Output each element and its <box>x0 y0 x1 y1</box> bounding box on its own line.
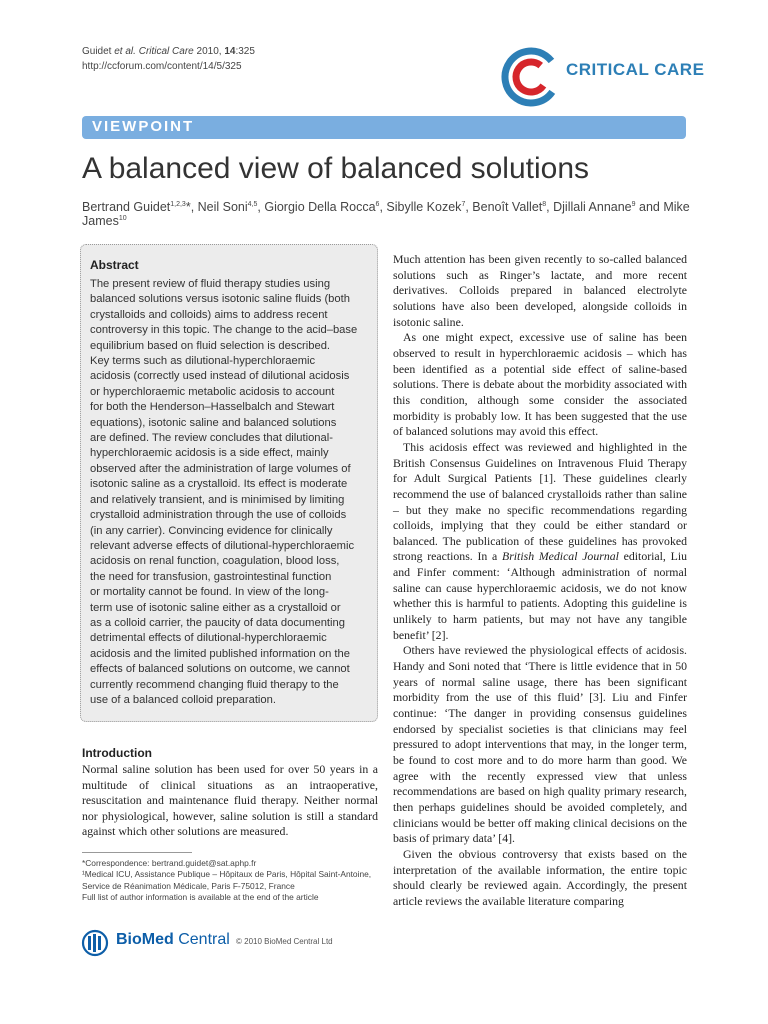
abstract-line: crystalloid administration through the use of colloids <box>90 509 347 522</box>
body-right-column <box>393 252 687 910</box>
abstract-line: detrimental effects of dilutional-hyperchloraemic <box>90 632 327 645</box>
author: Neil Soni$^{4,5}$, <box>197 200 265 214</box>
section-bar <box>82 116 686 139</box>
article-title: A balanced view of balanced solutions <box>82 152 590 185</box>
copyright-text: © 2010 BioMed Central Ltd <box>236 937 333 946</box>
paragraph: Others have reviewed the physiological effects of acidosis. Handy and Soni noted that ‘There is little evidence that in 50 years of normal saline usage, there has been significant morbidity from the use of this fluid’ [3]. Liu and Finfer continue: ‘The danger in providing consensus guidelines endorsed by specialist societies is that clinicians may feel pressured to adopt interventions that may, in the longer term, be found to cost more and to do more harm than good. We agree with the recently expressed view that unless recommendations are based on high quality primary research, then perhaps guidelines should be avoided completely, and clinicians would be better off making clinical decisions on the basis of primary data’ [4]. <box>393 643 687 846</box>
abstract-line: term use of isotonic saline either as a crystalloid or <box>90 601 341 614</box>
citation-header <box>82 44 255 74</box>
article-url[interactable]: http://ccforum.com/content/14/5/325 <box>82 61 242 72</box>
abstract-line: relevant adverse effects of dilutional-hyperchloraemic <box>90 539 355 552</box>
abstract-line: effects of balanced solutions on outcome, we cannot <box>90 663 350 676</box>
introduction-heading: Introduction <box>82 746 152 760</box>
abstract-text <box>90 277 372 708</box>
author: Bertrand Guidet$^{1,2,3}$*, <box>82 200 198 214</box>
abstract-line: observed after the administration of large volumes of <box>90 462 351 475</box>
biomed-central-logo-icon <box>80 928 114 958</box>
abstract-line: balanced solutions versus isotonic saline fluids (both <box>90 293 350 306</box>
paragraph: Given the obvious controversy that exists based on the interpretation of the available information, the entire topic should clearly be reviewed again. Accordingly, the present article reviews the available literature comparing <box>393 846 687 908</box>
footnotes <box>82 858 372 904</box>
abstract-line: equilibrium based on fluid selection is described. <box>90 339 331 352</box>
abstract-line: or hyperchloraemic metabolic acidosis to account <box>90 385 335 398</box>
paragraph: Much attention has been given recently to so-called balanced solutions such as Ringer’s lactate, and more recent derivatives. Colloids prepared in balanced electrolyte solutions have also been developed, alongside colloids in isotonic saline. <box>393 252 687 329</box>
introduction-text: Normal saline solution has been used for over 50 years in a multitude of clinical situations as an intraoperative, resuscitation and maintenance fluid therapy. Neither normal nor physiological, however, saline solution is still a standard against which other solutions are measured. <box>82 762 378 839</box>
abstract-line: currently recommend changing fluid therapy to the <box>90 678 339 691</box>
paragraph: This acidosis effect was reviewed and highlighted in the British Consensus Guidelines on Intravenous Fluid Therapy for Adult Surgical Patients [1]. These guidelines clearly recommend the use of balanced crystalloids rather than saline – but they make no specific recommendations regarding colloids, implying that they could be either standard or balanced. The publication of these guidelines has provoked strong reactions. In a British Medical Journal editorial, Liu and Finfer comment: ‘Although administration of normal saline can cause hyperchloraemic acidosis, we do not know whether this is harmful to patients. Adopting this guideline is unlikely to harm patients, but may not have any tangible benefit’ [2]. <box>393 439 687 642</box>
abstract-line: The present review of fluid therapy studies using <box>90 278 331 290</box>
author-info-note: Full list of author information is available at the end of the article <box>82 892 319 903</box>
abstract-line: use of a balanced colloid preparation. <box>90 693 276 706</box>
abstract-line: isotonic saline as a crystalloid. Its effect is moderate <box>90 478 348 491</box>
abstract-line: hyperchloraemic acidosis is a side effect, mainly <box>90 447 329 460</box>
author: Giorgio Della Rocca$^6$, <box>264 200 387 214</box>
abstract-line: the need for transfusion, gastrointestinal function <box>90 570 332 583</box>
correspondence-note: *Correspondence: bertrand.guidet@sat.aphp.fr <box>82 858 257 868</box>
abstract-line: acidosis (correctly used instead of dilutional acidosis <box>90 370 350 383</box>
publisher-name: BioMed Central <box>116 931 230 948</box>
journal-logo-text: CRITICAL CARE <box>566 60 705 79</box>
author: Sibylle Kozek$^7$, <box>386 200 473 214</box>
footnote-divider <box>82 852 192 853</box>
abstract-line: or mortality cannot be found. In view of the long- <box>90 586 329 599</box>
author: Mike James$^{10}$ <box>82 200 690 228</box>
citation-line: Guidet et al. Critical Care 2010, 14:325 <box>82 46 255 57</box>
author: Benoît Vallet$^8$, <box>472 200 554 214</box>
abstract-line: (in any carrier). Convincing evidence for clinically <box>90 524 333 537</box>
abstract-line: for both the Henderson–Hasselbalch and Stewart <box>90 401 335 414</box>
abstract-line: are defined. The review concludes that dilutional- <box>90 432 333 445</box>
author-list <box>82 200 692 228</box>
abstract-line: crystalloids and colloids) aims to address recent <box>90 308 328 321</box>
paragraph: As one might expect, excessive use of saline has been observed to result in hyperchloraemic acidosis – which has been identified as a potential side effect of saline-based solutions. There is debate about the morbidity associated with this condition, although some consider the associated morbidity is probably low. It has been suggested that the use of balanced solutions may avoid this effect. <box>393 330 687 439</box>
abstract-line: acidosis on renal function, coagulation, blood loss, <box>90 555 340 568</box>
abstract-line: acidosis and the limited published information on the <box>90 647 350 660</box>
abstract-heading: Abstract <box>90 258 139 272</box>
section-label: VIEWPOINT <box>92 118 195 135</box>
author: Djillali Annane$^9$ and <box>553 200 664 214</box>
abstract-line: and relatively transient, and is minimised by limiting <box>90 493 345 506</box>
abstract-line: as a colloid carrier, the paucity of data documenting <box>90 616 345 629</box>
critical-care-logo-icon <box>500 46 562 108</box>
abstract-line: controversy in this topic. The change to the acid–base <box>90 324 358 337</box>
affiliation-note: ¹Medical ICU, Assistance Publique – Hôpitaux de Paris, Hôpital Saint-Antoine, Service de Réanimation Médicale, Paris F-75012, France <box>82 869 372 891</box>
abstract-line: Key terms such as dilutional-hyperchloraemic <box>90 355 316 368</box>
abstract-line: equations), isotonic saline and balanced solutions <box>90 416 337 429</box>
